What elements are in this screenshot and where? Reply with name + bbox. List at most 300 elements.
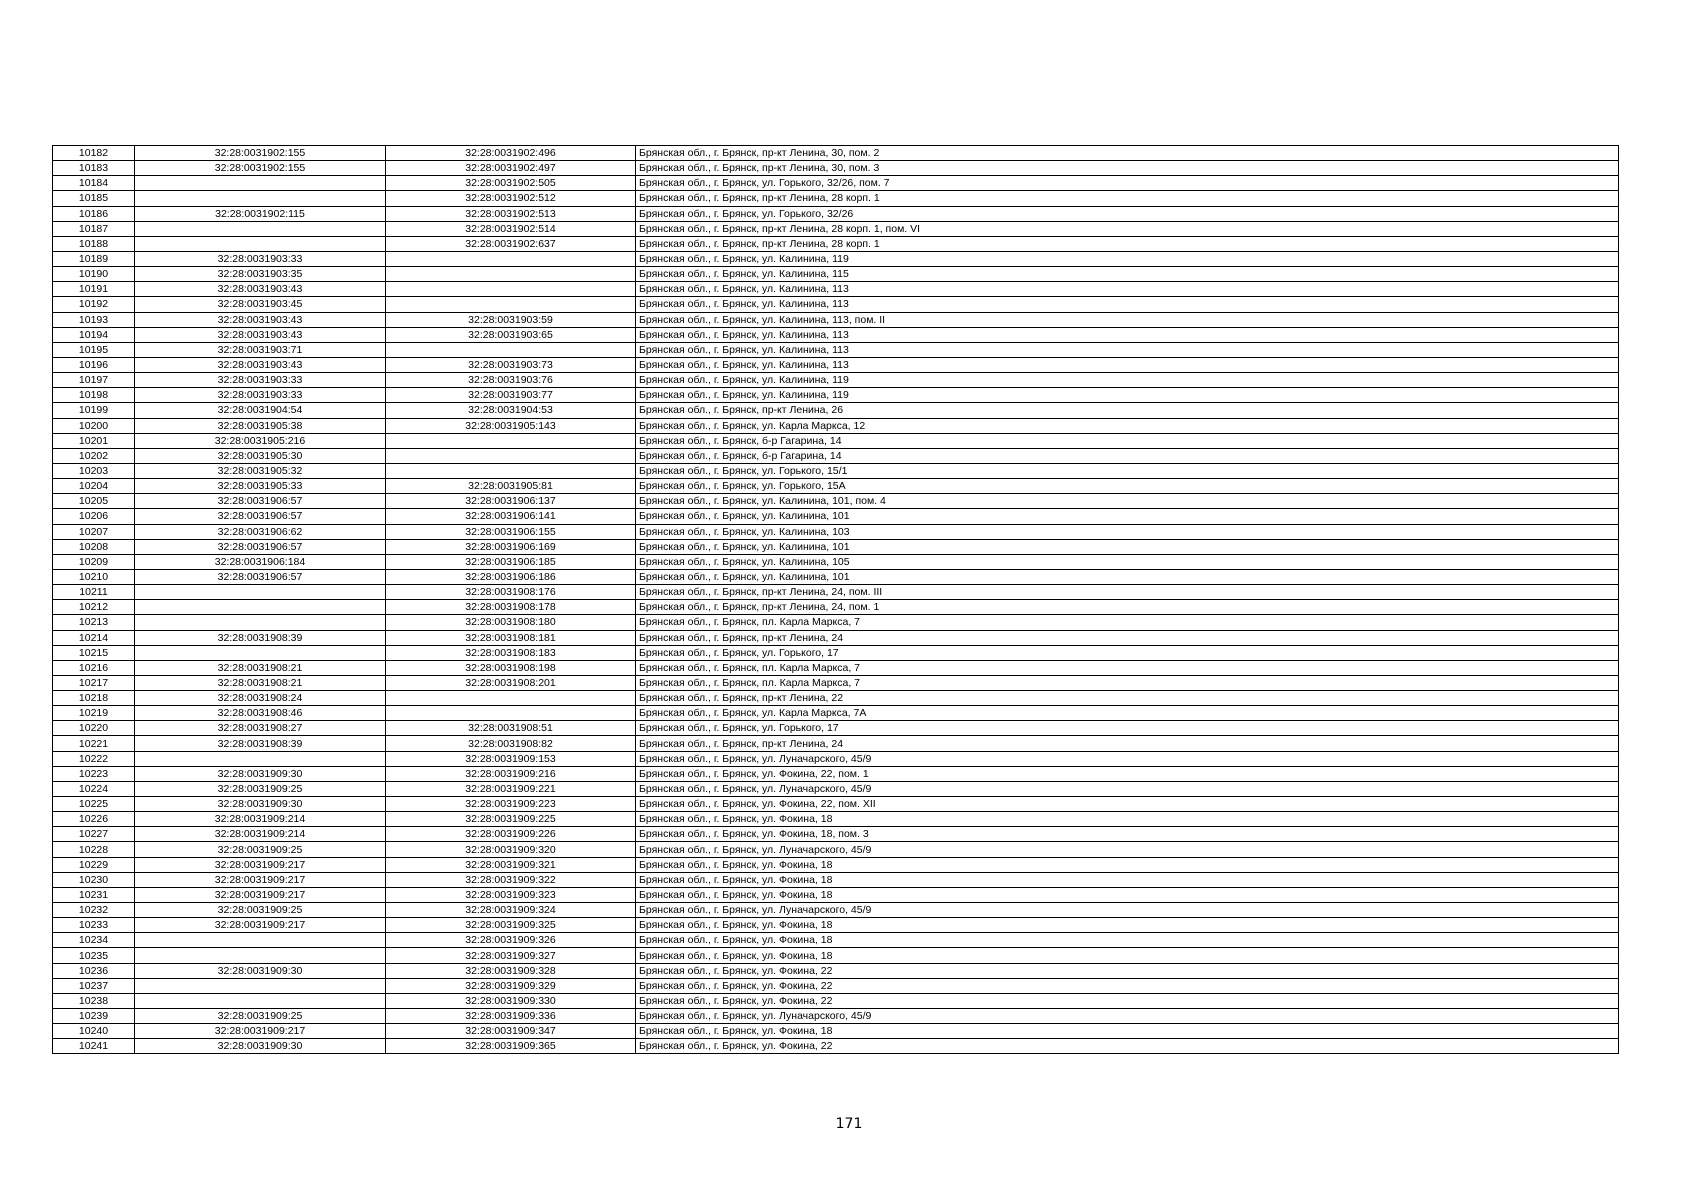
table-row <box>53 342 1619 357</box>
table-row <box>53 751 1619 766</box>
address-cell: Брянская обл., г. Брянск, ул. Калинина, 113 <box>636 282 1619 297</box>
cadastral-number-cell: 32:28:0031906:141 <box>386 509 636 524</box>
address-cell: Брянская обл., г. Брянск, пл. Карла Маркса, 7 <box>636 615 1619 630</box>
row-number-cell: 10213 <box>53 615 135 630</box>
parent-cadastral-number-cell: 32:28:0031905:38 <box>135 418 386 433</box>
address-cell: Брянская обл., г. Брянск, ул. Луначарского, 45/9 <box>636 781 1619 796</box>
cadastral-number-cell: 32:28:0031905:81 <box>386 479 636 494</box>
cadastral-number-cell: 32:28:0031908:201 <box>386 675 636 690</box>
address-cell: Брянская обл., г. Брянск, ул. Фокина, 18 <box>636 1024 1619 1039</box>
address-cell: Брянская обл., г. Брянск, ул. Калинина, 101, пом. 4 <box>636 494 1619 509</box>
row-number-cell: 10210 <box>53 569 135 584</box>
cadastral-number-cell: 32:28:0031909:328 <box>386 963 636 978</box>
cadastral-number-cell: 32:28:0031906:155 <box>386 524 636 539</box>
table-row <box>53 403 1619 418</box>
address-cell: Брянская обл., г. Брянск, ул. Фокина, 22 <box>636 993 1619 1008</box>
address-cell: Брянская обл., г. Брянск, ул. Фокина, 18, пом. 3 <box>636 827 1619 842</box>
parent-cadastral-number-cell: 32:28:0031905:216 <box>135 433 386 448</box>
parent-cadastral-number-cell <box>135 600 386 615</box>
cadastral-number-cell: 32:28:0031902:514 <box>386 221 636 236</box>
row-number-cell: 10183 <box>53 161 135 176</box>
table-row <box>53 903 1619 918</box>
address-cell: Брянская обл., г. Брянск, ул. Фокина, 18 <box>636 948 1619 963</box>
row-number-cell: 10182 <box>53 146 135 161</box>
row-number-cell: 10237 <box>53 978 135 993</box>
parent-cadastral-number-cell <box>135 978 386 993</box>
address-cell: Брянская обл., г. Брянск, пр-кт Ленина, 28 корп. 1 <box>636 236 1619 251</box>
cadastral-number-cell: 32:28:0031903:73 <box>386 357 636 372</box>
parent-cadastral-number-cell: 32:28:0031903:35 <box>135 267 386 282</box>
table-row <box>53 388 1619 403</box>
table-row <box>53 297 1619 312</box>
parent-cadastral-number-cell: 32:28:0031909:25 <box>135 903 386 918</box>
table-row <box>53 221 1619 236</box>
address-cell: Брянская обл., г. Брянск, ул. Калинина, 119 <box>636 373 1619 388</box>
row-number-cell: 10216 <box>53 660 135 675</box>
table-row <box>53 282 1619 297</box>
address-cell: Брянская обл., г. Брянск, ул. Калинина, 101 <box>636 509 1619 524</box>
cadastral-number-cell: 32:28:0031908:181 <box>386 630 636 645</box>
parent-cadastral-number-cell <box>135 933 386 948</box>
row-number-cell: 10191 <box>53 282 135 297</box>
row-number-cell: 10189 <box>53 251 135 266</box>
row-number-cell: 10229 <box>53 857 135 872</box>
cadastral-number-cell: 32:28:0031903:65 <box>386 327 636 342</box>
table-row <box>53 357 1619 372</box>
parent-cadastral-number-cell: 32:28:0031905:30 <box>135 448 386 463</box>
table-row <box>53 600 1619 615</box>
table-row <box>53 675 1619 690</box>
row-number-cell: 10198 <box>53 388 135 403</box>
cadastral-number-cell: 32:28:0031908:183 <box>386 645 636 660</box>
row-number-cell: 10194 <box>53 327 135 342</box>
row-number-cell: 10203 <box>53 463 135 478</box>
row-number-cell: 10209 <box>53 554 135 569</box>
address-cell: Брянская обл., г. Брянск, ул. Калинина, 113 <box>636 342 1619 357</box>
parent-cadastral-number-cell: 32:28:0031909:217 <box>135 1024 386 1039</box>
row-number-cell: 10208 <box>53 539 135 554</box>
address-cell: Брянская обл., г. Брянск, б-р Гагарина, 14 <box>636 448 1619 463</box>
table-row <box>53 781 1619 796</box>
parent-cadastral-number-cell: 32:28:0031909:214 <box>135 827 386 842</box>
address-cell: Брянская обл., г. Брянск, ул. Фокина, 22 <box>636 963 1619 978</box>
address-cell: Брянская обл., г. Брянск, ул. Луначарского, 45/9 <box>636 903 1619 918</box>
row-number-cell: 10220 <box>53 721 135 736</box>
table-row <box>53 161 1619 176</box>
address-cell: Брянская обл., г. Брянск, ул. Калинина, 113, пом. II <box>636 312 1619 327</box>
parent-cadastral-number-cell <box>135 176 386 191</box>
cadastral-number-cell: 32:28:0031909:225 <box>386 812 636 827</box>
row-number-cell: 10241 <box>53 1039 135 1054</box>
cadastral-number-cell: 32:28:0031908:176 <box>386 585 636 600</box>
address-cell: Брянская обл., г. Брянск, ул. Луначарского, 45/9 <box>636 842 1619 857</box>
cadastral-number-cell: 32:28:0031909:226 <box>386 827 636 842</box>
table-row <box>53 1009 1619 1024</box>
address-cell: Брянская обл., г. Брянск, пл. Карла Маркса, 7 <box>636 660 1619 675</box>
address-cell: Брянская обл., г. Брянск, ул. Горького, 32/26, пом. 7 <box>636 176 1619 191</box>
table-row <box>53 267 1619 282</box>
address-cell: Брянская обл., г. Брянск, ул. Фокина, 18 <box>636 887 1619 902</box>
table-row <box>53 585 1619 600</box>
parent-cadastral-number-cell <box>135 221 386 236</box>
parent-cadastral-number-cell: 32:28:0031908:21 <box>135 660 386 675</box>
table-row <box>53 539 1619 554</box>
cadastral-number-cell: 32:28:0031902:513 <box>386 206 636 221</box>
parent-cadastral-number-cell: 32:28:0031909:25 <box>135 1009 386 1024</box>
table-row <box>53 948 1619 963</box>
row-number-cell: 10192 <box>53 297 135 312</box>
row-number-cell: 10188 <box>53 236 135 251</box>
parent-cadastral-number-cell: 32:28:0031903:43 <box>135 312 386 327</box>
row-number-cell: 10238 <box>53 993 135 1008</box>
address-cell: Брянская обл., г. Брянск, пр-кт Ленина, 30, пом. 2 <box>636 146 1619 161</box>
cadastral-number-cell: 32:28:0031908:198 <box>386 660 636 675</box>
row-number-cell: 10207 <box>53 524 135 539</box>
parent-cadastral-number-cell: 32:28:0031909:217 <box>135 872 386 887</box>
table-row <box>53 418 1619 433</box>
address-cell: Брянская обл., г. Брянск, ул. Горького, 15А <box>636 479 1619 494</box>
cadastral-number-cell <box>386 267 636 282</box>
parent-cadastral-number-cell: 32:28:0031906:57 <box>135 569 386 584</box>
table-row <box>53 509 1619 524</box>
row-number-cell: 10232 <box>53 903 135 918</box>
row-number-cell: 10219 <box>53 706 135 721</box>
table-row <box>53 918 1619 933</box>
table-row <box>53 812 1619 827</box>
address-cell: Брянская обл., г. Брянск, ул. Луначарского, 45/9 <box>636 1009 1619 1024</box>
cadastral-number-cell <box>386 706 636 721</box>
table-row <box>53 660 1619 675</box>
table-row <box>53 448 1619 463</box>
row-number-cell: 10239 <box>53 1009 135 1024</box>
cadastral-number-cell: 32:28:0031906:185 <box>386 554 636 569</box>
cadastral-number-cell: 32:28:0031908:178 <box>386 600 636 615</box>
row-number-cell: 10222 <box>53 751 135 766</box>
row-number-cell: 10218 <box>53 691 135 706</box>
table-row <box>53 993 1619 1008</box>
cadastral-number-cell: 32:28:0031909:327 <box>386 948 636 963</box>
parent-cadastral-number-cell: 32:28:0031903:43 <box>135 327 386 342</box>
parent-cadastral-number-cell <box>135 585 386 600</box>
table-row <box>53 373 1619 388</box>
row-number-cell: 10205 <box>53 494 135 509</box>
parent-cadastral-number-cell: 32:28:0031908:27 <box>135 721 386 736</box>
parent-cadastral-number-cell: 32:28:0031909:30 <box>135 797 386 812</box>
page-number: 171 <box>835 1116 863 1132</box>
row-number-cell: 10235 <box>53 948 135 963</box>
parent-cadastral-number-cell: 32:28:0031902:115 <box>135 206 386 221</box>
row-number-cell: 10227 <box>53 827 135 842</box>
table-row <box>53 630 1619 645</box>
address-cell: Брянская обл., г. Брянск, ул. Фокина, 18 <box>636 918 1619 933</box>
cadastral-number-cell <box>386 297 636 312</box>
address-cell: Брянская обл., г. Брянск, пр-кт Ленина, 24, пом. 1 <box>636 600 1619 615</box>
address-cell: Брянская обл., г. Брянск, ул. Калинина, 101 <box>636 539 1619 554</box>
cadastral-number-cell: 32:28:0031909:336 <box>386 1009 636 1024</box>
address-cell: Брянская обл., г. Брянск, ул. Фокина, 18 <box>636 933 1619 948</box>
cadastral-number-cell: 32:28:0031909:321 <box>386 857 636 872</box>
table-row <box>53 827 1619 842</box>
address-cell: Брянская обл., г. Брянск, пр-кт Ленина, 24 <box>636 736 1619 751</box>
parent-cadastral-number-cell <box>135 645 386 660</box>
parent-cadastral-number-cell <box>135 615 386 630</box>
cadastral-number-cell: 32:28:0031909:324 <box>386 903 636 918</box>
row-number-cell: 10206 <box>53 509 135 524</box>
row-number-cell: 10212 <box>53 600 135 615</box>
row-number-cell: 10234 <box>53 933 135 948</box>
table-row <box>53 327 1619 342</box>
parent-cadastral-number-cell: 32:28:0031908:39 <box>135 630 386 645</box>
cadastral-number-cell: 32:28:0031902:496 <box>386 146 636 161</box>
cadastral-number-cell: 32:28:0031909:323 <box>386 887 636 902</box>
parent-cadastral-number-cell: 32:28:0031903:43 <box>135 282 386 297</box>
parent-cadastral-number-cell: 32:28:0031909:30 <box>135 1039 386 1054</box>
row-number-cell: 10223 <box>53 766 135 781</box>
parent-cadastral-number-cell: 32:28:0031903:33 <box>135 373 386 388</box>
parent-cadastral-number-cell: 32:28:0031909:214 <box>135 812 386 827</box>
address-cell: Брянская обл., г. Брянск, ул. Фокина, 22, пом. XII <box>636 797 1619 812</box>
row-number-cell: 10196 <box>53 357 135 372</box>
table-row <box>53 872 1619 887</box>
parent-cadastral-number-cell <box>135 993 386 1008</box>
parent-cadastral-number-cell: 32:28:0031908:21 <box>135 675 386 690</box>
parent-cadastral-number-cell: 32:28:0031909:25 <box>135 781 386 796</box>
cadastral-number-cell: 32:28:0031909:347 <box>386 1024 636 1039</box>
cadastral-number-cell <box>386 448 636 463</box>
row-number-cell: 10217 <box>53 675 135 690</box>
address-cell: Брянская обл., г. Брянск, пр-кт Ленина, 22 <box>636 691 1619 706</box>
address-cell: Брянская обл., г. Брянск, ул. Горького, 17 <box>636 645 1619 660</box>
parent-cadastral-number-cell: 32:28:0031903:33 <box>135 251 386 266</box>
row-number-cell: 10202 <box>53 448 135 463</box>
cadastral-number-cell: 32:28:0031909:216 <box>386 766 636 781</box>
cadastral-number-cell: 32:28:0031909:329 <box>386 978 636 993</box>
address-cell: Брянская обл., г. Брянск, ул. Фокина, 22, пом. 1 <box>636 766 1619 781</box>
address-cell: Брянская обл., г. Брянск, ул. Калинина, 105 <box>636 554 1619 569</box>
table-row <box>53 463 1619 478</box>
address-cell: Брянская обл., г. Брянск, ул. Калинина, 119 <box>636 251 1619 266</box>
row-number-cell: 10233 <box>53 918 135 933</box>
cadastral-number-cell: 32:28:0031906:137 <box>386 494 636 509</box>
table-row <box>53 963 1619 978</box>
parent-cadastral-number-cell: 32:28:0031903:71 <box>135 342 386 357</box>
parent-cadastral-number-cell: 32:28:0031903:33 <box>135 388 386 403</box>
cadastral-number-cell: 32:28:0031903:76 <box>386 373 636 388</box>
cadastral-number-cell: 32:28:0031902:637 <box>386 236 636 251</box>
table-row <box>53 176 1619 191</box>
parent-cadastral-number-cell: 32:28:0031909:217 <box>135 887 386 902</box>
address-cell: Брянская обл., г. Брянск, ул. Фокина, 18 <box>636 812 1619 827</box>
address-cell: Брянская обл., г. Брянск, пл. Карла Маркса, 7 <box>636 675 1619 690</box>
parent-cadastral-number-cell: 32:28:0031908:24 <box>135 691 386 706</box>
address-cell: Брянская обл., г. Брянск, ул. Горького, 32/26 <box>636 206 1619 221</box>
address-cell: Брянская обл., г. Брянск, ул. Луначарского, 45/9 <box>636 751 1619 766</box>
parent-cadastral-number-cell <box>135 751 386 766</box>
cadastral-number-cell: 32:28:0031909:320 <box>386 842 636 857</box>
parent-cadastral-number-cell: 32:28:0031903:43 <box>135 357 386 372</box>
table-row <box>53 251 1619 266</box>
parent-cadastral-number-cell: 32:28:0031906:57 <box>135 494 386 509</box>
cadastral-number-cell: 32:28:0031909:153 <box>386 751 636 766</box>
cadastral-number-cell: 32:28:0031902:505 <box>386 176 636 191</box>
parent-cadastral-number-cell: 32:28:0031906:184 <box>135 554 386 569</box>
cadastral-number-cell <box>386 342 636 357</box>
table-row <box>53 524 1619 539</box>
row-number-cell: 10228 <box>53 842 135 857</box>
parent-cadastral-number-cell <box>135 191 386 206</box>
table-body <box>53 146 1619 1054</box>
parent-cadastral-number-cell <box>135 236 386 251</box>
row-number-cell: 10204 <box>53 479 135 494</box>
parent-cadastral-number-cell: 32:28:0031909:217 <box>135 857 386 872</box>
cadastral-number-cell: 32:28:0031906:186 <box>386 569 636 584</box>
table-row <box>53 236 1619 251</box>
table-row <box>53 721 1619 736</box>
table-row <box>53 766 1619 781</box>
parent-cadastral-number-cell: 32:28:0031902:155 <box>135 146 386 161</box>
cadastral-number-cell <box>386 691 636 706</box>
row-number-cell: 10186 <box>53 206 135 221</box>
cadastral-number-cell: 32:28:0031905:143 <box>386 418 636 433</box>
cadastral-number-cell: 32:28:0031908:51 <box>386 721 636 736</box>
address-cell: Брянская обл., г. Брянск, ул. Горького, 17 <box>636 721 1619 736</box>
table-row <box>53 691 1619 706</box>
parent-cadastral-number-cell: 32:28:0031906:57 <box>135 539 386 554</box>
row-number-cell: 10193 <box>53 312 135 327</box>
table-row <box>53 615 1619 630</box>
row-number-cell: 10211 <box>53 585 135 600</box>
address-cell: Брянская обл., г. Брянск, пр-кт Ленина, 28 корп. 1 <box>636 191 1619 206</box>
table-row <box>53 191 1619 206</box>
table-row <box>53 146 1619 161</box>
cadastral-number-cell: 32:28:0031902:512 <box>386 191 636 206</box>
row-number-cell: 10214 <box>53 630 135 645</box>
address-cell: Брянская обл., г. Брянск, ул. Калинина, 113 <box>636 327 1619 342</box>
address-cell: Брянская обл., г. Брянск, пр-кт Ленина, 26 <box>636 403 1619 418</box>
row-number-cell: 10201 <box>53 433 135 448</box>
table-row <box>53 933 1619 948</box>
cadastral-number-cell: 32:28:0031909:330 <box>386 993 636 1008</box>
row-number-cell: 10215 <box>53 645 135 660</box>
table-row <box>53 569 1619 584</box>
table-row <box>53 494 1619 509</box>
table-row <box>53 797 1619 812</box>
parent-cadastral-number-cell: 32:28:0031906:57 <box>135 509 386 524</box>
row-number-cell: 10190 <box>53 267 135 282</box>
row-number-cell: 10195 <box>53 342 135 357</box>
cadastral-number-cell: 32:28:0031908:180 <box>386 615 636 630</box>
table-row <box>53 312 1619 327</box>
address-cell: Брянская обл., г. Брянск, пр-кт Ленина, 24, пом. III <box>636 585 1619 600</box>
address-cell: Брянская обл., г. Брянск, ул. Калинина, 101 <box>636 569 1619 584</box>
table-row <box>53 736 1619 751</box>
row-number-cell: 10226 <box>53 812 135 827</box>
parent-cadastral-number-cell: 32:28:0031902:155 <box>135 161 386 176</box>
cadastral-number-cell <box>386 282 636 297</box>
parent-cadastral-number-cell: 32:28:0031903:45 <box>135 297 386 312</box>
row-number-cell: 10225 <box>53 797 135 812</box>
parent-cadastral-number-cell: 32:28:0031909:30 <box>135 766 386 781</box>
table-row <box>53 645 1619 660</box>
address-cell: Брянская обл., г. Брянск, пр-кт Ленина, 30, пом. 3 <box>636 161 1619 176</box>
parent-cadastral-number-cell <box>135 948 386 963</box>
address-cell: Брянская обл., г. Брянск, пр-кт Ленина, 28 корп. 1, пом. VI <box>636 221 1619 236</box>
address-cell: Брянская обл., г. Брянск, ул. Калинина, 119 <box>636 388 1619 403</box>
cadastral-number-cell: 32:28:0031908:82 <box>386 736 636 751</box>
row-number-cell: 10200 <box>53 418 135 433</box>
address-cell: Брянская обл., г. Брянск, ул. Фокина, 22 <box>636 1039 1619 1054</box>
address-cell: Брянская обл., г. Брянск, б-р Гагарина, 14 <box>636 433 1619 448</box>
cadastral-number-cell: 32:28:0031909:326 <box>386 933 636 948</box>
cadastral-number-cell <box>386 433 636 448</box>
table-row <box>53 857 1619 872</box>
address-cell: Брянская обл., г. Брянск, ул. Карла Маркса, 7А <box>636 706 1619 721</box>
cadastral-number-cell <box>386 463 636 478</box>
table-row <box>53 978 1619 993</box>
row-number-cell: 10224 <box>53 781 135 796</box>
parent-cadastral-number-cell: 32:28:0031909:30 <box>135 963 386 978</box>
table-row <box>53 1039 1619 1054</box>
row-number-cell: 10197 <box>53 373 135 388</box>
parent-cadastral-number-cell: 32:28:0031905:33 <box>135 479 386 494</box>
parent-cadastral-number-cell: 32:28:0031908:46 <box>135 706 386 721</box>
address-cell: Брянская обл., г. Брянск, ул. Калинина, 113 <box>636 297 1619 312</box>
address-cell: Брянская обл., г. Брянск, ул. Горького, 15/1 <box>636 463 1619 478</box>
row-number-cell: 10236 <box>53 963 135 978</box>
cadastral-number-cell: 32:28:0031909:221 <box>386 781 636 796</box>
cadastral-number-cell: 32:28:0031909:322 <box>386 872 636 887</box>
table-row <box>53 554 1619 569</box>
parent-cadastral-number-cell: 32:28:0031906:62 <box>135 524 386 539</box>
cadastral-number-cell: 32:28:0031909:325 <box>386 918 636 933</box>
cadastral-number-cell: 32:28:0031909:365 <box>386 1039 636 1054</box>
cadastral-number-cell: 32:28:0031904:53 <box>386 403 636 418</box>
parent-cadastral-number-cell: 32:28:0031908:39 <box>135 736 386 751</box>
cadastral-number-cell: 32:28:0031903:59 <box>386 312 636 327</box>
row-number-cell: 10199 <box>53 403 135 418</box>
address-cell: Брянская обл., г. Брянск, пр-кт Ленина, 24 <box>636 630 1619 645</box>
property-table <box>52 145 1619 1054</box>
table-row <box>53 433 1619 448</box>
row-number-cell: 10185 <box>53 191 135 206</box>
cadastral-number-cell: 32:28:0031902:497 <box>386 161 636 176</box>
row-number-cell: 10187 <box>53 221 135 236</box>
table-row <box>53 479 1619 494</box>
cadastral-number-cell: 32:28:0031903:77 <box>386 388 636 403</box>
address-cell: Брянская обл., г. Брянск, ул. Фокина, 18 <box>636 872 1619 887</box>
table-row <box>53 206 1619 221</box>
cadastral-number-cell: 32:28:0031909:223 <box>386 797 636 812</box>
row-number-cell: 10231 <box>53 887 135 902</box>
table-row <box>53 706 1619 721</box>
parent-cadastral-number-cell: 32:28:0031904:54 <box>135 403 386 418</box>
address-cell: Брянская обл., г. Брянск, ул. Калинина, 115 <box>636 267 1619 282</box>
row-number-cell: 10230 <box>53 872 135 887</box>
address-cell: Брянская обл., г. Брянск, ул. Карла Маркса, 12 <box>636 418 1619 433</box>
row-number-cell: 10221 <box>53 736 135 751</box>
row-number-cell: 10184 <box>53 176 135 191</box>
row-number-cell: 10240 <box>53 1024 135 1039</box>
table-row <box>53 887 1619 902</box>
parent-cadastral-number-cell: 32:28:0031905:32 <box>135 463 386 478</box>
address-cell: Брянская обл., г. Брянск, ул. Калинина, 103 <box>636 524 1619 539</box>
address-cell: Брянская обл., г. Брянск, ул. Фокина, 22 <box>636 978 1619 993</box>
parent-cadastral-number-cell: 32:28:0031909:25 <box>135 842 386 857</box>
parent-cadastral-number-cell: 32:28:0031909:217 <box>135 918 386 933</box>
cadastral-number-cell <box>386 251 636 266</box>
cadastral-number-cell: 32:28:0031906:169 <box>386 539 636 554</box>
table-row <box>53 842 1619 857</box>
